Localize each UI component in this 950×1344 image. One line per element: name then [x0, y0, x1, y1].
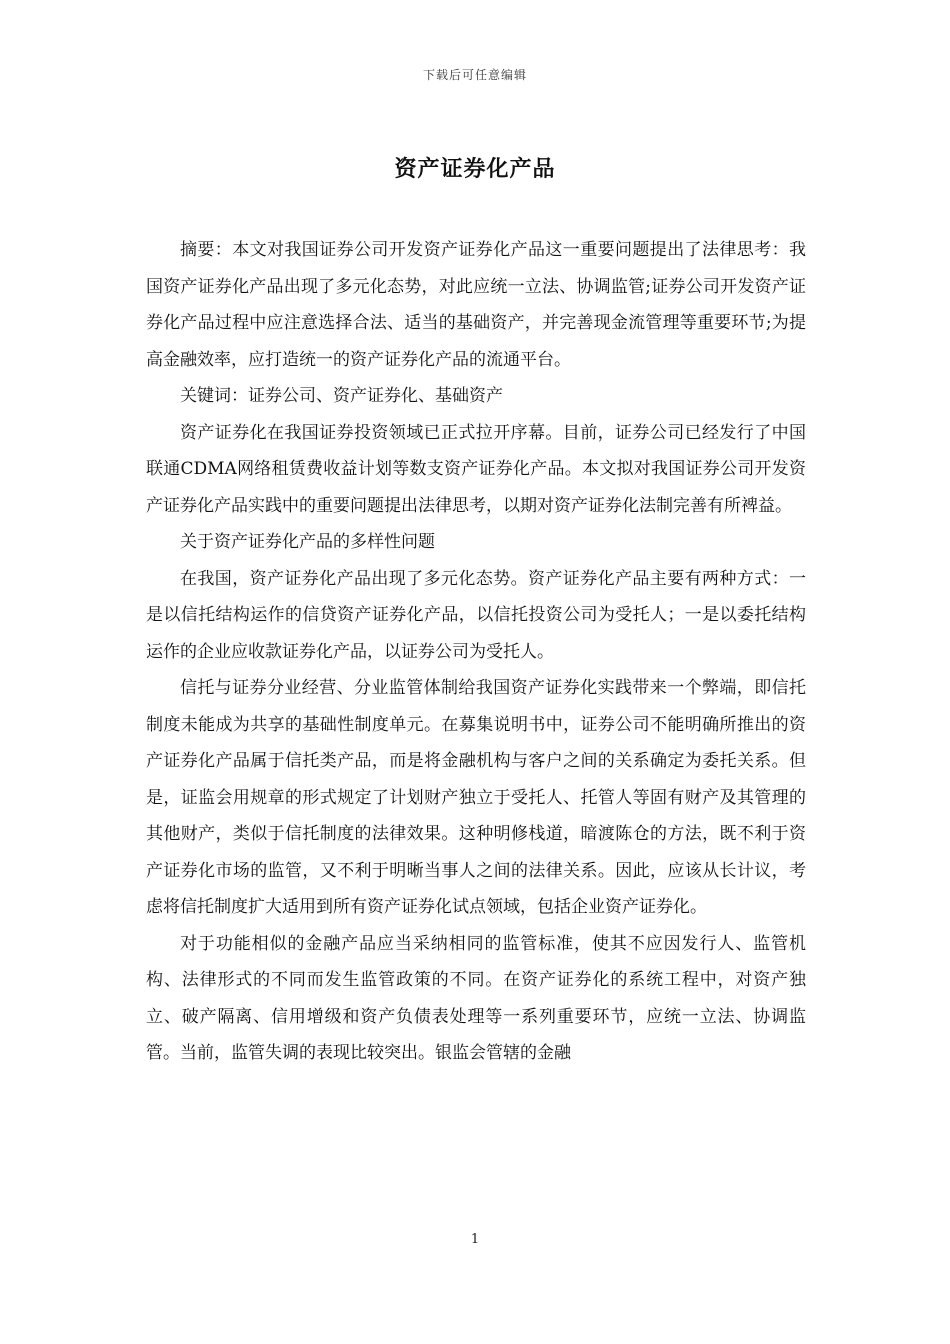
abstract-paragraph: 摘要：本文对我国证券公司开发资产证券化产品这一重要问题提出了法律思考：我国资产证券化产品出现了多元化态势，对此应统一立法、协调监管;证券公司开发资产证券化产品过程中应注意选择合法、适当的基础资产，并完善现金流管理等重要环节;为提高金融效率，应打造统一的资产证券化产品的流通平台。 [146, 240, 806, 370]
keywords-paragraph: 关键词：证券公司、资产证券化、基础资产 [180, 386, 503, 406]
page-header: 下载后可任意编辑 [422, 68, 527, 82]
body-paragraph: 对于功能相似的金融产品应当采纳相同的监管标准，使其不应因发行人、监管机构、法律形式的不同而发生监管政策的不同。在资产证券化的系统工程中，对资产独立、破产隔离、信用增级和资产负债表处理等一系列重要环节，应统一立法、协调监管。当前，监管失调的表现比较突出。银监会管辖的金融 [146, 933, 806, 1063]
body-paragraph: 信托与证券分业经营、分业监管体制给我国资产证券化实践带来一个弊端，即信托制度未能成为共享的基础性制度单元。在募集说明书中，证券公司不能明确所推出的资产证券化产品属于信托类产品，而是将金融机构与客户之间的关系确定为委托关系。但是，证监会用规章的形式规定了计划财产独立于受托人、托管人等固有财产及其管理的其他财产，类似于信托制度的法律效果。这种明修栈道，暗渡陈仓的方法，既不利于资产证券化市场的监管，又不利于明晰当事人之间的法律关系。因此，应该从长计议，考虑将信托制度扩大适用到所有资产证券化试点领域，包括企业资产证券化。 [146, 678, 806, 917]
page-number: 1 [470, 1232, 480, 1247]
document-body [146, 232, 806, 1072]
section-heading: 关于资产证券化产品的多样性问题 [180, 532, 435, 552]
document-title: 资产证券化产品 [394, 156, 556, 182]
body-paragraph: 在我国，资产证券化产品出现了多元化态势。资产证券化产品主要有两种方式：一是以信托结构运作的信贷资产证券化产品，以信托投资公司为受托人；一是以委托结构运作的企业应收款证券化产品，以证券公司为受托人。 [146, 568, 806, 662]
intro-paragraph: 资产证券化在我国证券投资领域已正式拉开序幕。目前，证券公司已经发行了中国联通CDMA网络租赁费收益计划等数支资产证券化产品。本文拟对我国证券公司开发资产证券化产品实践中的重要问题提出法律思考，以期对资产证券化法制完善有所裨益。 [146, 422, 806, 516]
